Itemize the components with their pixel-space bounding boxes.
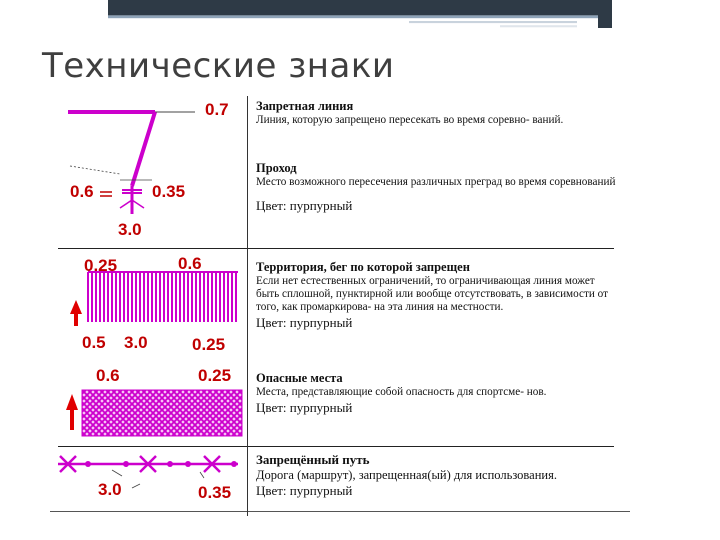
sign-title: Проход: [256, 161, 297, 175]
dim-label: 0.35: [198, 483, 232, 502]
slide-title: Технические знаки: [42, 46, 395, 86]
dim-label: 0.6: [70, 182, 94, 201]
sign-text: Место возможного пересечения различных преград во время соревнований: [256, 176, 616, 188]
dim-label: 0.5: [82, 333, 106, 352]
dim-label: 3.0: [118, 220, 142, 239]
sign-text: Дорога (маршрут), запрещенная(ый) для использования.: [256, 468, 557, 482]
sign-description-forbidden-route: [256, 453, 616, 498]
sign-title: Территория, бег по которой запрещен: [256, 260, 470, 274]
sign-text: Если нет естественных ограничений, то ограничивающая линия может быть сплошной, пунктирной или вообще отсутствовать, в зависимости от того, как промаркирова- на эта линия на местности.: [256, 275, 608, 313]
sign-description-passage: [256, 162, 616, 212]
dim-label: 0.7: [205, 100, 229, 119]
sign-title: Запретная линия: [256, 99, 354, 113]
sign-title: Запрещённый путь: [256, 452, 370, 467]
sign-description-out-of-bounds: [256, 261, 616, 329]
sign-color: Цвет: пурпурный: [256, 198, 353, 213]
sign-description-forbidden-line: [256, 100, 616, 127]
sign-color: Цвет: пурпурный: [256, 400, 353, 415]
dim-label: 3.0: [124, 333, 148, 352]
dim-label: 0.25: [192, 335, 226, 354]
dim-label: 0.6: [96, 366, 120, 385]
sign-text: Места, представляющие собой опасность для спортсме- нов.: [256, 386, 547, 398]
column-divider: [247, 96, 248, 516]
slide-top-bar: [0, 0, 720, 28]
sign-text: Линия, которую запрещено пересекать во время соревно- ваний.: [256, 114, 564, 126]
row-divider-3: [50, 511, 630, 512]
sign-color: Цвет: пурпурный: [256, 483, 353, 498]
dim-label: 0.25: [198, 366, 232, 385]
dim-label: 0.6: [178, 254, 202, 273]
dim-label: 3.0: [98, 480, 122, 499]
dim-label: 0.35: [152, 182, 186, 201]
sign-description-dangerous-area: [256, 372, 616, 414]
row-divider-2: [58, 446, 614, 447]
sign-title: Опасные места: [256, 371, 343, 385]
dim-label: 0.25: [84, 256, 118, 275]
sign-color: Цвет: пурпурный: [256, 315, 353, 330]
row-divider-1: [58, 248, 614, 249]
